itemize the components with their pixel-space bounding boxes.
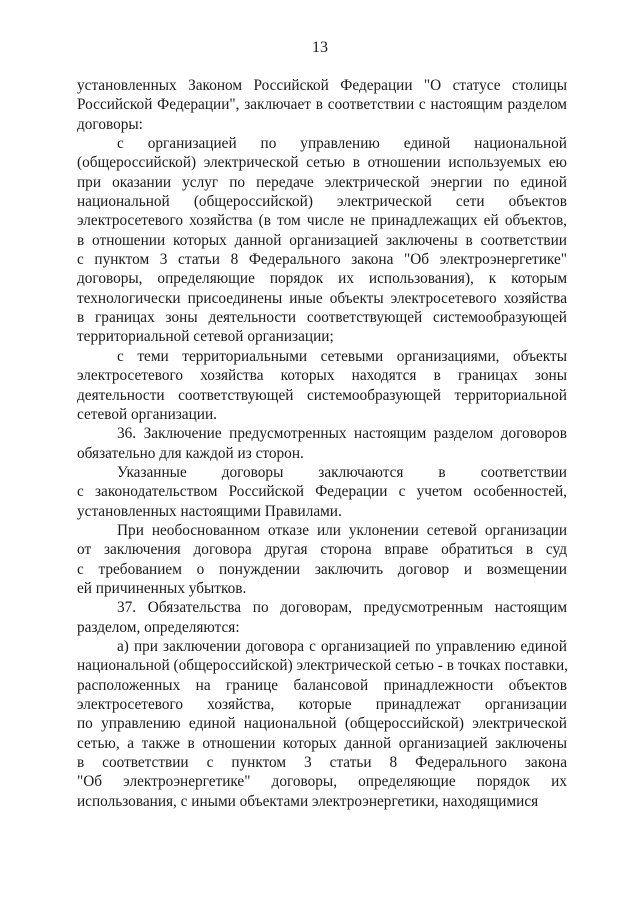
text-line: договоры, определяющие порядок их использования), к которым <box>77 270 567 288</box>
text-line: с требованием о понуждении заключить договор и возмещении <box>77 560 567 578</box>
text-line: деятельности соответствующей системообразующей территориальной <box>77 386 567 404</box>
paragraph <box>77 347 567 424</box>
text-line: по управлению единой национальной (общероссийской) электрической <box>77 715 567 733</box>
text-line: Указанные договоры заключаются в соответствии <box>117 463 567 481</box>
paragraph <box>77 76 567 134</box>
text-line: Российской Федерации", заключает в соответствии с настоящим разделом <box>77 96 567 114</box>
text-line: электросетевого хозяйства которых находятся в границах зоны <box>77 367 567 385</box>
text-line: с пунктом 3 статьи 8 Федерального закона "Об электроэнергетике" <box>77 251 567 269</box>
text-line: национальной (общероссийской) электрической сети объектов <box>77 193 567 211</box>
paragraph <box>77 463 567 521</box>
text-line: 36. Заключение предусмотренных настоящим разделом договоров <box>117 425 567 443</box>
text-line: с законодательством Российской Федерации с учетом особенностей, <box>77 483 567 501</box>
text-line: с теми территориальными сетевыми организациями, объекты <box>117 347 567 365</box>
page-number: 13 <box>312 39 328 56</box>
text-line: при оказании услуг по передаче электрической энергии по единой <box>77 173 567 191</box>
text-line: технологически присоединены иные объекты электросетевого хозяйства <box>77 289 567 307</box>
text-line: электросетевого хозяйства (в том числе не принадлежащих ей объектов, <box>77 212 567 230</box>
text-line: установленных Законом Российской Федерации "О статусе столицы <box>77 77 567 94</box>
text-line: в соответствии с пунктом 3 статьи 8 Федерального закона <box>77 754 567 772</box>
text-line: договоры: <box>77 115 143 133</box>
text-line: сетевой организации. <box>77 405 217 423</box>
text-line: в границах зоны деятельности соответствующей системообразующей <box>77 309 567 327</box>
paragraph <box>77 424 567 463</box>
text-line: "Об электроэнергетике" договоры, определяющие порядок их <box>77 773 567 791</box>
text-line: национальной (общероссийской) электрической сетью - в точках поставки, <box>77 657 568 675</box>
text-line: установленных настоящими Правилами. <box>77 502 342 520</box>
text-line: ей причиненных убытков. <box>77 579 247 597</box>
text-line: а) при заключении договора с организацией по управлению единой <box>117 637 567 655</box>
text-line: сетью, а также в отношении которых данной организацией заключены <box>77 734 567 752</box>
text-line: расположенных на границе балансовой принадлежности объектов <box>77 676 567 694</box>
text-line: от заключения договора другая сторона вправе обратиться в суд <box>77 541 567 559</box>
text-line: (общероссийской) электрической сетью в отношении используемых ею <box>77 154 567 172</box>
text-line: обязательно для каждой из сторон. <box>77 444 304 462</box>
paragraph <box>77 134 567 347</box>
text-line: При необоснованном отказе или уклонении сетевой организации <box>117 521 567 539</box>
text-line: использования, с иными объектами электроэнергетики, находящимися <box>77 792 539 810</box>
text-line: с организацией по управлению единой национальной <box>117 135 567 153</box>
text-line: 37. Обязательства по договорам, предусмотренным настоящим <box>117 599 567 617</box>
paragraph <box>77 521 567 598</box>
document-body <box>77 76 567 811</box>
text-line: в отношении которых данной организацией заключены в соответствии <box>77 231 567 249</box>
text-line: электросетевого хозяйства, которые принадлежат организации <box>77 696 567 713</box>
text-line: территориальной сетевой организации; <box>77 328 334 346</box>
text-line: разделом, определяются: <box>77 618 240 636</box>
paragraph <box>77 637 567 811</box>
paragraph <box>77 598 567 637</box>
